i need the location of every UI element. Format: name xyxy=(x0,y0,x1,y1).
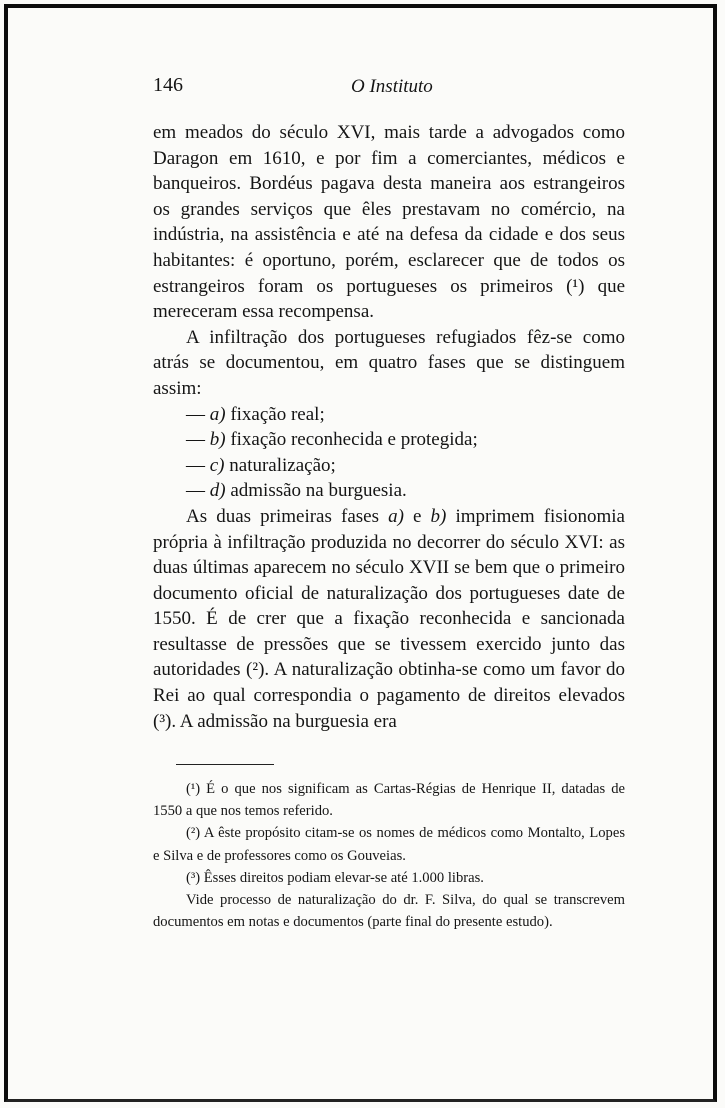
list-text: fixação reconhecida e protegida; xyxy=(225,429,478,451)
footnote xyxy=(153,778,625,822)
footnotes xyxy=(153,778,625,933)
list-letter: a) xyxy=(209,403,226,425)
list-letter: b) xyxy=(209,429,226,451)
footnote-mark: (³) xyxy=(186,869,201,886)
page-header xyxy=(153,74,625,104)
body-text xyxy=(153,120,625,734)
list-dash: — xyxy=(186,480,210,502)
list-letter: d) xyxy=(209,480,226,502)
paragraph-text: imprimem fisionomia própria à infiltração produzida no decorrer do século XVI: as duas últimas aparecem no século XVII se bem que o primeiro documento oficial de naturalização dos portugueses date de 1550. É de crer que a fixação reconhecida e sancionada resultasse de pressões que se tivessem exercido junto das autoridades xyxy=(153,505,625,681)
footnote-text: Vide processo de naturalização do dr. F. Silva, do qual se transcrevem documentos em notas e documentos (parte final do presente estudo). xyxy=(153,892,625,931)
footnote-ref: (³) xyxy=(153,710,172,732)
footnote-text: É o que nos significam as Cartas-Régias de Henrique II, datadas de 1550 a que nos temos referido. xyxy=(153,781,625,820)
footnote-text: Êsses direitos podiam elevar-se até 1.000 libras. xyxy=(200,869,484,886)
paragraph-text: As duas primeiras fases xyxy=(186,505,389,527)
paragraph-text: que mereceram essa recompensa. xyxy=(153,275,625,323)
footnote xyxy=(153,867,625,889)
footnote-mark: (¹) xyxy=(186,781,201,797)
list-item xyxy=(153,427,625,453)
footnote-ref: (²) xyxy=(246,659,265,681)
running-title: O Instituto xyxy=(351,76,433,97)
paragraph xyxy=(153,120,625,325)
list-dash: — xyxy=(186,403,210,425)
paragraph xyxy=(153,504,625,734)
footnote-text: A êste propósito citam-se os nomes de médicos como Montalto, Lopes e Silva e de professores como os Gouveias. xyxy=(153,825,625,864)
list-letter: c) xyxy=(209,454,225,476)
inline-letter: a) xyxy=(388,505,404,527)
footnote-divider xyxy=(176,764,274,765)
list-item xyxy=(153,453,625,479)
footnote-mark: (²) xyxy=(186,825,201,842)
list-text: admissão na burguesia. xyxy=(225,480,407,502)
list-dash: — xyxy=(186,454,210,476)
list-text: naturalização; xyxy=(224,454,336,476)
paragraph-text: e xyxy=(403,505,431,527)
paragraph-text: . A naturalização obtinha-se como um favor do Rei ao qual correspondia o pagamento de direitos elevados xyxy=(153,659,625,707)
inline-letter: b) xyxy=(430,505,447,527)
footnote-ref: (¹) xyxy=(566,275,585,297)
page-number: 146 xyxy=(153,74,183,96)
list-item xyxy=(153,402,625,428)
paragraph-text: em meados do século XVI, mais tarde a advogados como Daragon em 1610, e por fim a comerciantes, médicos e banqueiros. Bordéus pagava desta maneira aos estrangeiros os grandes serviços que êles prestavam no comércio, na indústria, na assistência e até na defesa da cidade e dos seus habitantes: é oportuno, porém, esclarecer que de todos os estrangeiros foram os portugueses os primeiros xyxy=(153,122,625,297)
footnote xyxy=(153,889,625,933)
paragraph: A infiltração dos portugueses refugiados fêz-se como atrás se documentou, em quatro fases que se distinguem assim: xyxy=(153,326,625,399)
list-dash: — xyxy=(186,429,210,451)
footnote xyxy=(153,822,625,866)
list-item xyxy=(153,478,625,504)
list-text: fixação real; xyxy=(225,403,325,425)
paragraph-text: . A admissão na burguesia era xyxy=(171,710,397,732)
